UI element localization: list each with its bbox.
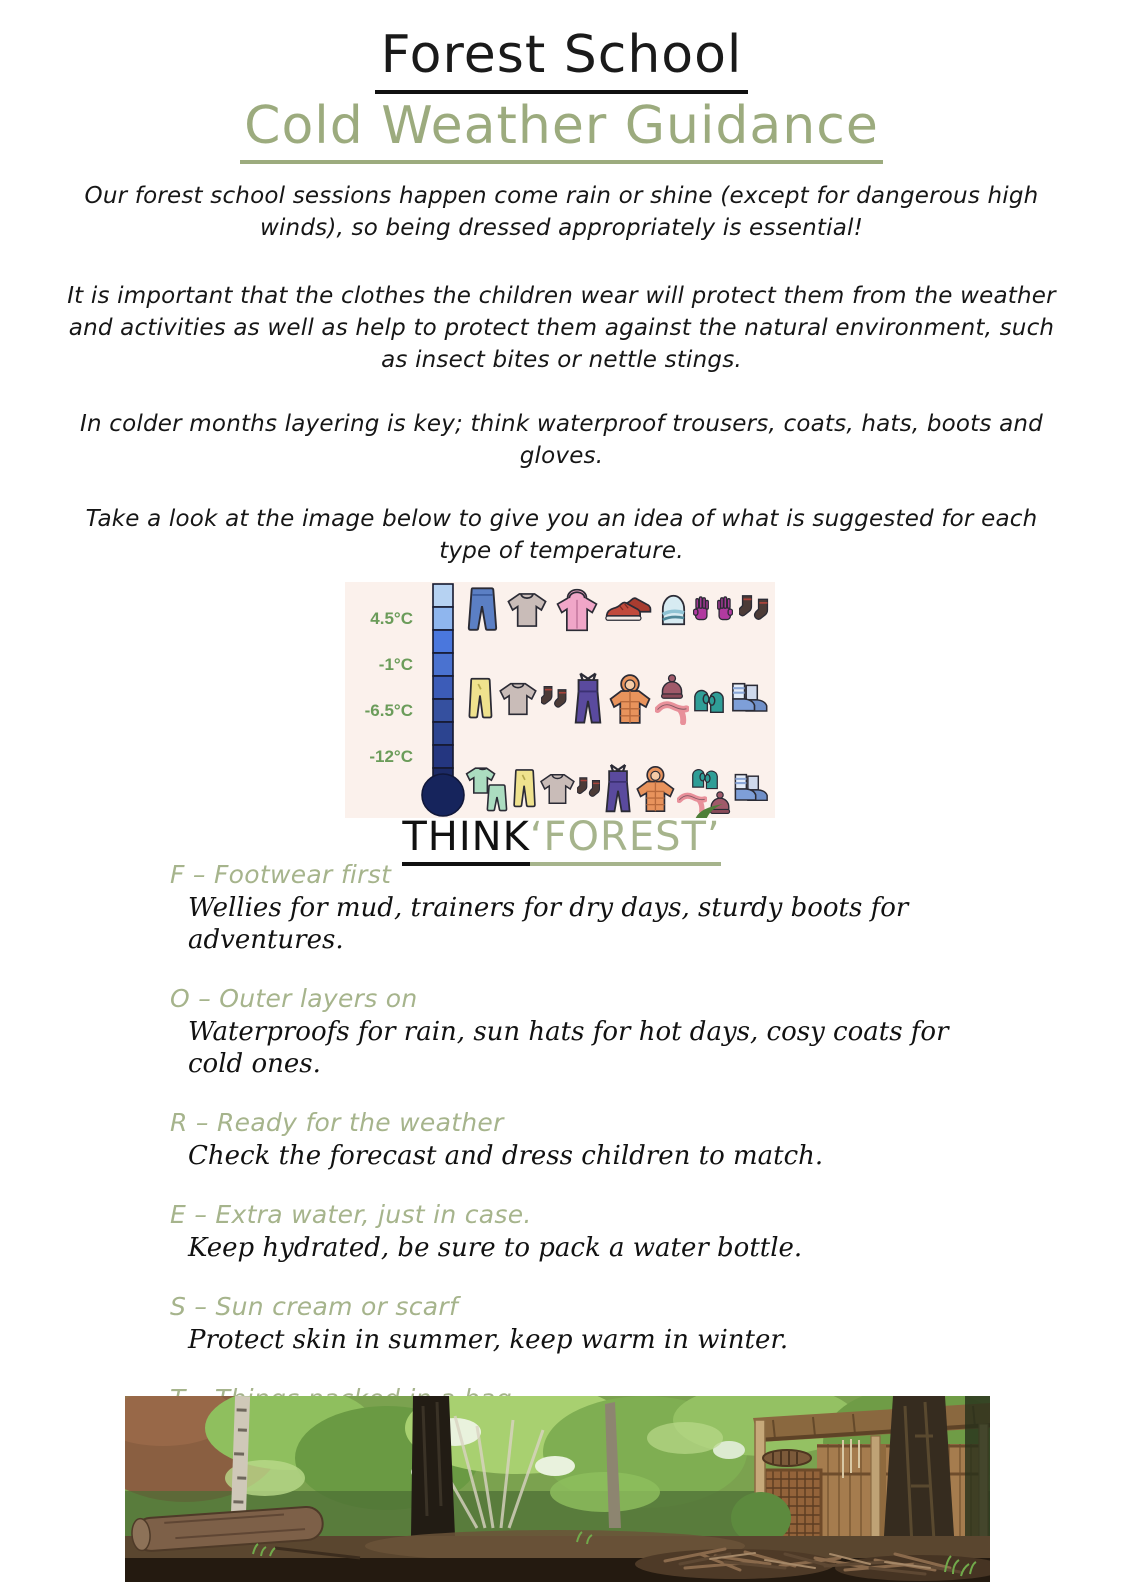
item-description: Protect skin in summer, keep warm in winter. (188, 1325, 789, 1355)
list-item-sun-cream (170, 1292, 1000, 1356)
beanie-icon (660, 594, 687, 626)
clothing-importance-paragraph: It is important that the clothes the children wear will protect them from the weather and activities as well as help to protect them against the natural environment, such as insect bites or nettle stings. (67, 283, 1056, 373)
puffer-jacket-icon (634, 763, 677, 815)
page-header (0, 22, 1123, 164)
forest-text: ‘FOREST’ (530, 814, 721, 866)
salopettes-icon (602, 762, 634, 816)
temperature-labels (345, 582, 413, 818)
socks-icon (739, 594, 771, 626)
leggings-icon (510, 764, 538, 814)
trainers-icon (605, 595, 653, 625)
clothing-row-cold (465, 671, 771, 727)
page-subtitle (0, 94, 1123, 164)
image-intro-paragraph: Take a look at the image below to give you an idea of what is suggested for each type of temperature. (85, 506, 1038, 564)
item-heading: R – Ready for the weather (170, 1108, 504, 1137)
temp-label: -12°C (369, 747, 413, 766)
thermometer-icon (419, 582, 465, 818)
gloves-icon (693, 595, 733, 625)
item-description: Waterproofs for rain, sun hats for hot days, cosy coats for cold ones. (188, 1017, 949, 1079)
think-text: THINK (402, 814, 529, 866)
temperature-clothing-image (345, 582, 775, 818)
list-item-outer-layers (170, 984, 1000, 1080)
item-heading: F – Footwear first (170, 860, 392, 889)
bobble-hat-icon (659, 674, 685, 700)
clothing-row-very-cold (465, 762, 771, 816)
leggings-icon (465, 673, 495, 725)
intro-paragraph: Our forest school sessions happen come rain or shine (except for dangerous high winds), so being dressed appropriately is essential! (84, 183, 1039, 241)
sweater-icon (505, 590, 549, 630)
snow-boots-icon (729, 681, 771, 717)
jeans-icon (465, 584, 499, 636)
subtitle-text: Cold Weather Guidance (240, 94, 883, 164)
clothing-rows (465, 584, 771, 816)
salopettes-icon (571, 671, 605, 727)
thermal-set-icon (465, 763, 510, 815)
temp-label: -6.5°C (364, 701, 413, 720)
layering-paragraph: In colder months layering is key; think waterproof trousers, coats, hats, boots and gloves. (80, 411, 1043, 469)
scarf-icon (655, 701, 689, 725)
hooded-jacket-icon (555, 586, 599, 634)
sweater-icon (538, 771, 577, 807)
temp-label: 4.5°C (370, 609, 413, 628)
page-title (0, 22, 1123, 94)
mittens-icon (689, 764, 721, 790)
item-description: Keep hydrated, be sure to pack a water bottle. (188, 1233, 803, 1263)
snow-boots-icon (732, 772, 771, 806)
sweater-icon (497, 680, 539, 718)
item-heading: E – Extra water, just in case. (170, 1200, 532, 1229)
socks-icon (541, 684, 569, 714)
hat-scarf-stack (655, 674, 689, 725)
list-item-extra-water (170, 1200, 1000, 1264)
puffer-jacket-icon (607, 672, 653, 726)
list-item-footwear (170, 860, 1000, 956)
item-description: Check the forecast and dress children to match. (188, 1141, 824, 1171)
mittens-icon (691, 684, 727, 714)
item-heading: S – Sun cream or scarf (170, 1292, 459, 1321)
socks-icon (577, 775, 602, 803)
item-description: Wellies for mud, trainers for dry days, sturdy boots for adventures. (188, 893, 909, 955)
title-text: Forest School (375, 22, 749, 94)
temp-label: -1°C (378, 655, 413, 674)
list-item-ready (170, 1108, 1000, 1172)
clothing-row-mild (465, 584, 771, 636)
item-heading: O – Outer layers on (170, 984, 418, 1013)
think-forest-heading (0, 814, 1123, 866)
forest-school-photo (125, 1396, 990, 1582)
